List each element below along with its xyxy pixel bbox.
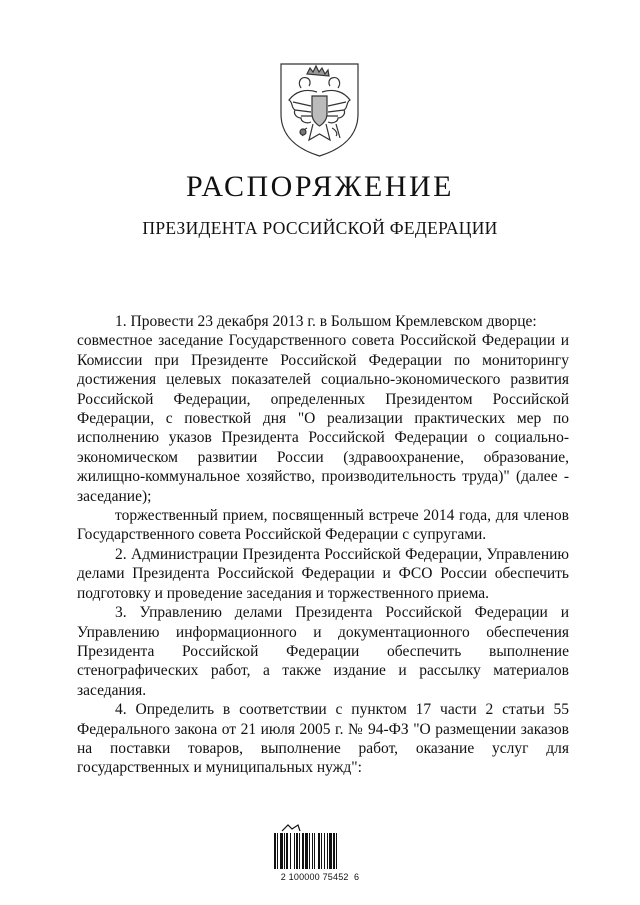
paragraph-2: 2. Администрации Президента Российской Федерации, Управлению делами Президента Российской Федерации и ФСО России обеспечить подготовку и проведение заседания и торжественного приема. [77,545,569,602]
paragraph-3: 3. Управлению делами Президента Российской Федерации и Управлению информационного и документационного обеспечения Президента Российской Федерации обеспечить выполнение стенографических работ, а также издание и рассылку материалов заседания. [77,604,569,699]
paragraph-1-item-a: совместное заседание Государственного совета Российской Федерации и Комиссии при Президенте Российской Федерации по мониторингу достижения целевых показателей социально-экономического развития Российской Федерации, определенных Президентом Российской Федерации, с повесткой дня "О реализации практических мер по исполнению указов Президента Российской Федерации о социально-экономическом развитии России (здравоохранение, образование, жилищно-коммунальное хозяйство, производительность труда)" (далее - заседание); [77,332,569,505]
coat-of-arms-emblem [277,58,362,158]
paragraph-1-item-b: торжественный прием, посвященный встрече 2014 года, для членов Государственного совета Российской Федерации с супругами. [77,507,569,544]
barcode-number: 2 100000 75452 6 [280,872,360,882]
document-title: РАСПОРЯЖЕНИЕ [185,170,455,203]
double-headed-eagle-icon [277,58,362,158]
barcode-icon [270,821,370,871]
paragraph-1: 1. Провести 23 декабря 2013 г. в Большом Кремлевском дворце: [115,313,537,330]
document-subtitle: ПРЕЗИДЕНТА РОССИЙСКОЙ ФЕДЕРАЦИИ [142,218,498,238]
barcode [270,821,370,883]
paragraph-4: 4. Определить в соответствии с пунктом 17 части 2 статьи 55 Федерального закона от 21 июля 2005 г. № 94-ФЗ "О размещении заказов на поставки товаров, выполнение работ, оказание услуг для государственных и муниципальных нужд": [77,701,569,777]
document-body [77,312,569,778]
